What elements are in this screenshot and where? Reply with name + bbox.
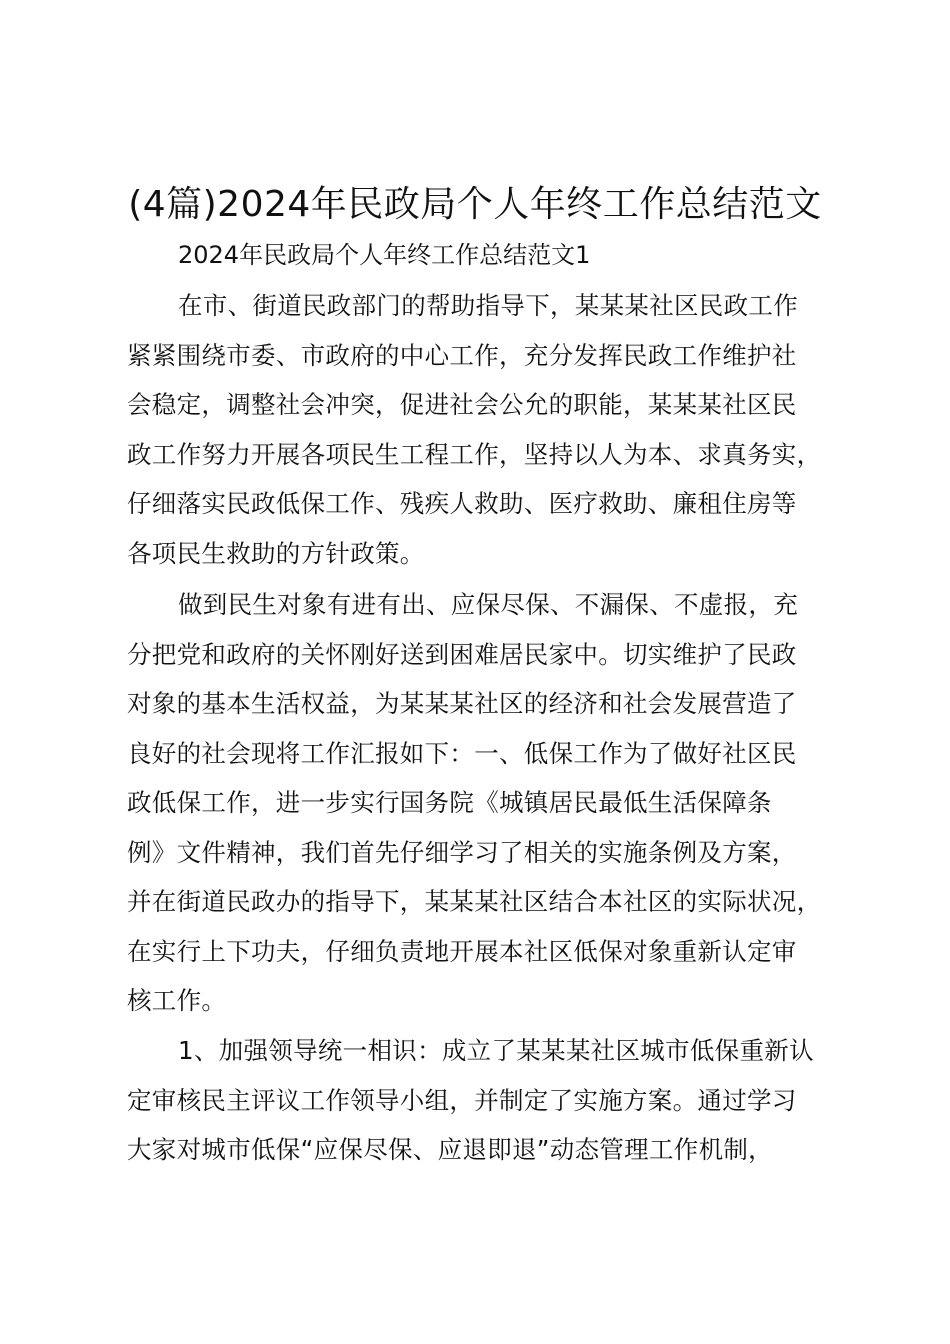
paragraph-line: 会稳定，调整社会冲突，促进社会公允的职能，某某某社区民 <box>127 390 797 419</box>
paragraph-line: 对象的基本生活权益，为某某某社区的经济和社会发展营造了 <box>127 689 797 718</box>
paragraph-line: 核工作。 <box>127 986 227 1015</box>
paragraph-3 <box>127 1026 857 1175</box>
paragraph-line: 政工作努力开展各项民生工程工作，坚持以人为本、求真务实， <box>127 439 822 469</box>
document-title: (4篇)2024年民政局个人年终工作总结范文 <box>128 184 822 225</box>
paragraph-line: 分把党和政府的关怀刚好送到困难居民家中。切实维护了民政 <box>127 639 797 669</box>
paragraph-line: 在市、街道民政部门的帮助指导下，某某某社区民政工作 <box>178 291 798 320</box>
paragraph-line: 定审核民主评议工作领导小组，并制定了实施方案。通过学习 <box>127 1085 797 1115</box>
paragraph-line: 例》文件精神，我们首先仔细学习了相关的实施条例及方案， <box>127 837 797 867</box>
paragraph-line: 仔细落实民政低保工作、残疾人救助、医疗救助、廉租住房等 <box>127 489 797 518</box>
paragraph-line: 良好的社会现将工作汇报如下：一、低保工作为了做好社区民 <box>127 738 797 768</box>
paragraph-line: 做到民生对象有进有出、应保尽保、不漏保、不虚报，充 <box>178 590 798 619</box>
paragraph-1 <box>127 281 857 578</box>
paragraph-line: 在实行上下功夫，仔细负责地开展本社区低保对象重新认定审 <box>127 936 797 966</box>
paragraph-line: 政低保工作，进一步实行国务院《城镇居民最低生活保障条 <box>127 788 772 817</box>
document-subtitle: 2024年民政局个人年终工作总结范文1 <box>178 241 591 269</box>
paragraph-line: 紧紧围绕市委、市政府的中心工作，充分发挥民政工作维护社 <box>127 340 797 370</box>
paragraph-line: 1、加强领导统一相识：成立了某某某社区城市低保重新认 <box>178 1036 814 1065</box>
paragraph-line: 并在街道民政办的指导下，某某某社区结合本社区的实际状况， <box>127 887 822 916</box>
paragraph-line: 各项民生救助的方针政策。 <box>127 538 425 568</box>
paragraph-line: 大家对城市低保“应保尽保、应退即退”动态管理工作机制， <box>127 1135 773 1164</box>
paragraph-2 <box>127 580 857 1026</box>
